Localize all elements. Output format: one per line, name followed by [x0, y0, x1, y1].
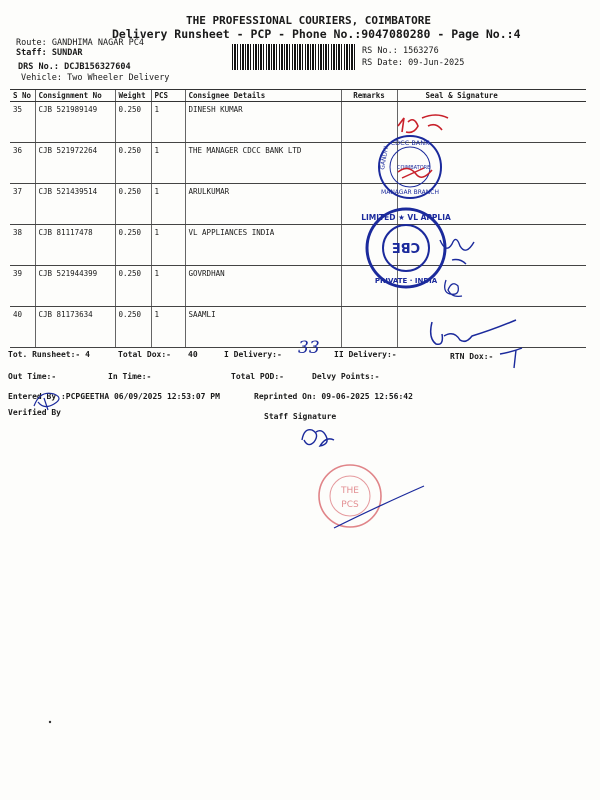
- row-weight: 0.250: [115, 102, 151, 143]
- staff-label: Staff:: [16, 48, 47, 58]
- staff-value: SUNDAR: [51, 48, 83, 58]
- route-line: [16, 38, 144, 48]
- drs-label: DRS No.:: [18, 62, 59, 72]
- row-sno: 36: [10, 143, 35, 184]
- row-seal: [397, 266, 586, 307]
- scan-speck: [49, 721, 51, 723]
- row-weight: 0.250: [115, 266, 151, 307]
- row-weight: 0.250: [115, 307, 151, 348]
- in-time-label: In Time:-: [108, 372, 152, 381]
- row-remarks: [341, 184, 397, 225]
- rs-no-label: RS No.:: [362, 46, 398, 56]
- table-row: [10, 266, 586, 307]
- delvy-points-label: Delvy Points:-: [312, 372, 380, 381]
- vehicle-value: Two Wheeler Delivery: [67, 73, 170, 83]
- row-weight: 0.250: [115, 143, 151, 184]
- total-dox-label: Total Dox:-: [118, 350, 171, 359]
- table-row: [10, 184, 586, 225]
- row-remarks: [341, 307, 397, 348]
- col-pcs: PCS: [151, 90, 185, 102]
- row-sno: 35: [10, 102, 35, 143]
- row-consignee: ARULKUMAR: [185, 184, 341, 225]
- svg-text:CBE: CBE: [391, 239, 421, 254]
- row-pcs: 1: [151, 102, 185, 143]
- svg-text:LIMITED ★ VL APPLIA: LIMITED ★ VL APPLIA: [361, 213, 451, 222]
- i-delivery-handwritten: 33: [298, 338, 320, 358]
- row-weight: 0.250: [115, 184, 151, 225]
- rs-no-line: [362, 46, 439, 56]
- row-pcs: 1: [151, 266, 185, 307]
- courier-stamp-signature: [334, 486, 424, 528]
- rtn-dox-label: RTN Dox:-: [450, 352, 494, 361]
- col-consignee: Consignee Details: [185, 90, 341, 102]
- row-consignee: THE MANAGER CDCC BANK LTD: [185, 143, 341, 184]
- drs-line: [18, 62, 131, 72]
- courier-stamp: [319, 465, 381, 527]
- row-seal: [397, 307, 586, 348]
- svg-text:MANAGAR BRANCH: MANAGAR BRANCH: [381, 189, 439, 196]
- row-consignment: CJB 521972264: [35, 143, 115, 184]
- tot-runsheet: Tot. Runsheet:- 4: [8, 350, 90, 359]
- row-seal: [397, 225, 586, 266]
- col-remarks: Remarks: [341, 90, 397, 102]
- row-weight: 0.250: [115, 225, 151, 266]
- row-consignment: CJB 521989149: [35, 102, 115, 143]
- table-header-row: [10, 90, 586, 102]
- row-consignee: SAAMLI: [185, 307, 341, 348]
- row-consignment: CJB 81173634: [35, 307, 115, 348]
- staff-signature-label: Staff Signature: [264, 412, 337, 421]
- svg-text:CDCC BANK: CDCC BANK: [390, 139, 430, 147]
- table-row: [10, 102, 586, 143]
- svg-text:GANDHI: GANDHI: [379, 145, 391, 171]
- table-row: [10, 225, 586, 266]
- rs-date-label: RS Date:: [362, 58, 403, 68]
- row-consignee: VL APPLIANCES INDIA: [185, 225, 341, 266]
- row-sno: 38: [10, 225, 35, 266]
- row-remarks: [341, 143, 397, 184]
- row-consignment: CJB 521439514: [35, 184, 115, 225]
- i-delivery-label: I Delivery:-: [224, 350, 282, 359]
- rs-date-line: [362, 58, 464, 68]
- route-value: GANDHIMA NAGAR PC4: [51, 38, 144, 48]
- row-sno: 37: [10, 184, 35, 225]
- col-weight: Weight: [115, 90, 151, 102]
- row-pcs: 1: [151, 143, 185, 184]
- row-pcs: 1: [151, 225, 185, 266]
- svg-text:PCS: PCS: [341, 500, 359, 510]
- row-seal: [397, 102, 586, 143]
- row-remarks: [341, 225, 397, 266]
- row-consignment: CJB 81117478: [35, 225, 115, 266]
- drs-value: DCJB156327604: [64, 62, 131, 72]
- row-remarks: [341, 266, 397, 307]
- row-consignee: GOVRDHAN: [185, 266, 341, 307]
- row-pcs: 1: [151, 184, 185, 225]
- svg-text:COIMBATORE: COIMBATORE: [397, 165, 431, 171]
- rs-date-value: 09-Jun-2025: [408, 58, 465, 68]
- col-seal: Seal & Signature: [397, 90, 586, 102]
- svg-text:THE: THE: [341, 486, 359, 496]
- row-seal: [397, 184, 586, 225]
- barcode: [232, 44, 356, 70]
- row-pcs: 1: [151, 307, 185, 348]
- total-dox-value: 40: [188, 350, 198, 359]
- row-sno: 40: [10, 307, 35, 348]
- table-row: [10, 143, 586, 184]
- company-name: THE PROFESSIONAL COURIERS, COIMBATORE: [186, 14, 432, 27]
- row-consignment: CJB 521944399: [35, 266, 115, 307]
- row-sno: 39: [10, 266, 35, 307]
- verified-by: Verified By: [8, 408, 61, 417]
- staff-signature: [302, 430, 334, 446]
- vehicle-label: Vehicle:: [21, 73, 62, 83]
- rs-no-value: 1563276: [402, 46, 439, 56]
- row-remarks: [341, 102, 397, 143]
- row-seal: [397, 143, 586, 184]
- col-sno: S No: [10, 90, 35, 102]
- ii-delivery-label: II Delivery:-: [334, 350, 397, 359]
- vehicle-line: [21, 73, 169, 83]
- runsheet-table: [10, 89, 586, 348]
- out-time-label: Out Time:-: [8, 372, 57, 381]
- runsheet-title: Delivery Runsheet - PCP - Phone No.:9047080280 - Page No.:4: [112, 27, 521, 41]
- rtn-dox-mark: [500, 348, 522, 368]
- entered-by: Entered By :PCPGEETHA 06/09/2025 12:53:07 PM: [8, 392, 220, 401]
- reprinted-on: Reprinted On: 09-06-2025 12:56:42: [254, 392, 413, 401]
- row-consignee: DINESH KUMAR: [185, 102, 341, 143]
- route-label: Route:: [16, 38, 47, 48]
- total-pod-label: Total POD:-: [231, 372, 284, 381]
- col-consignment: Consignment No: [35, 90, 115, 102]
- staff-line: [16, 48, 83, 58]
- svg-text:PRIVATE · INDIA: PRIVATE · INDIA: [374, 277, 438, 285]
